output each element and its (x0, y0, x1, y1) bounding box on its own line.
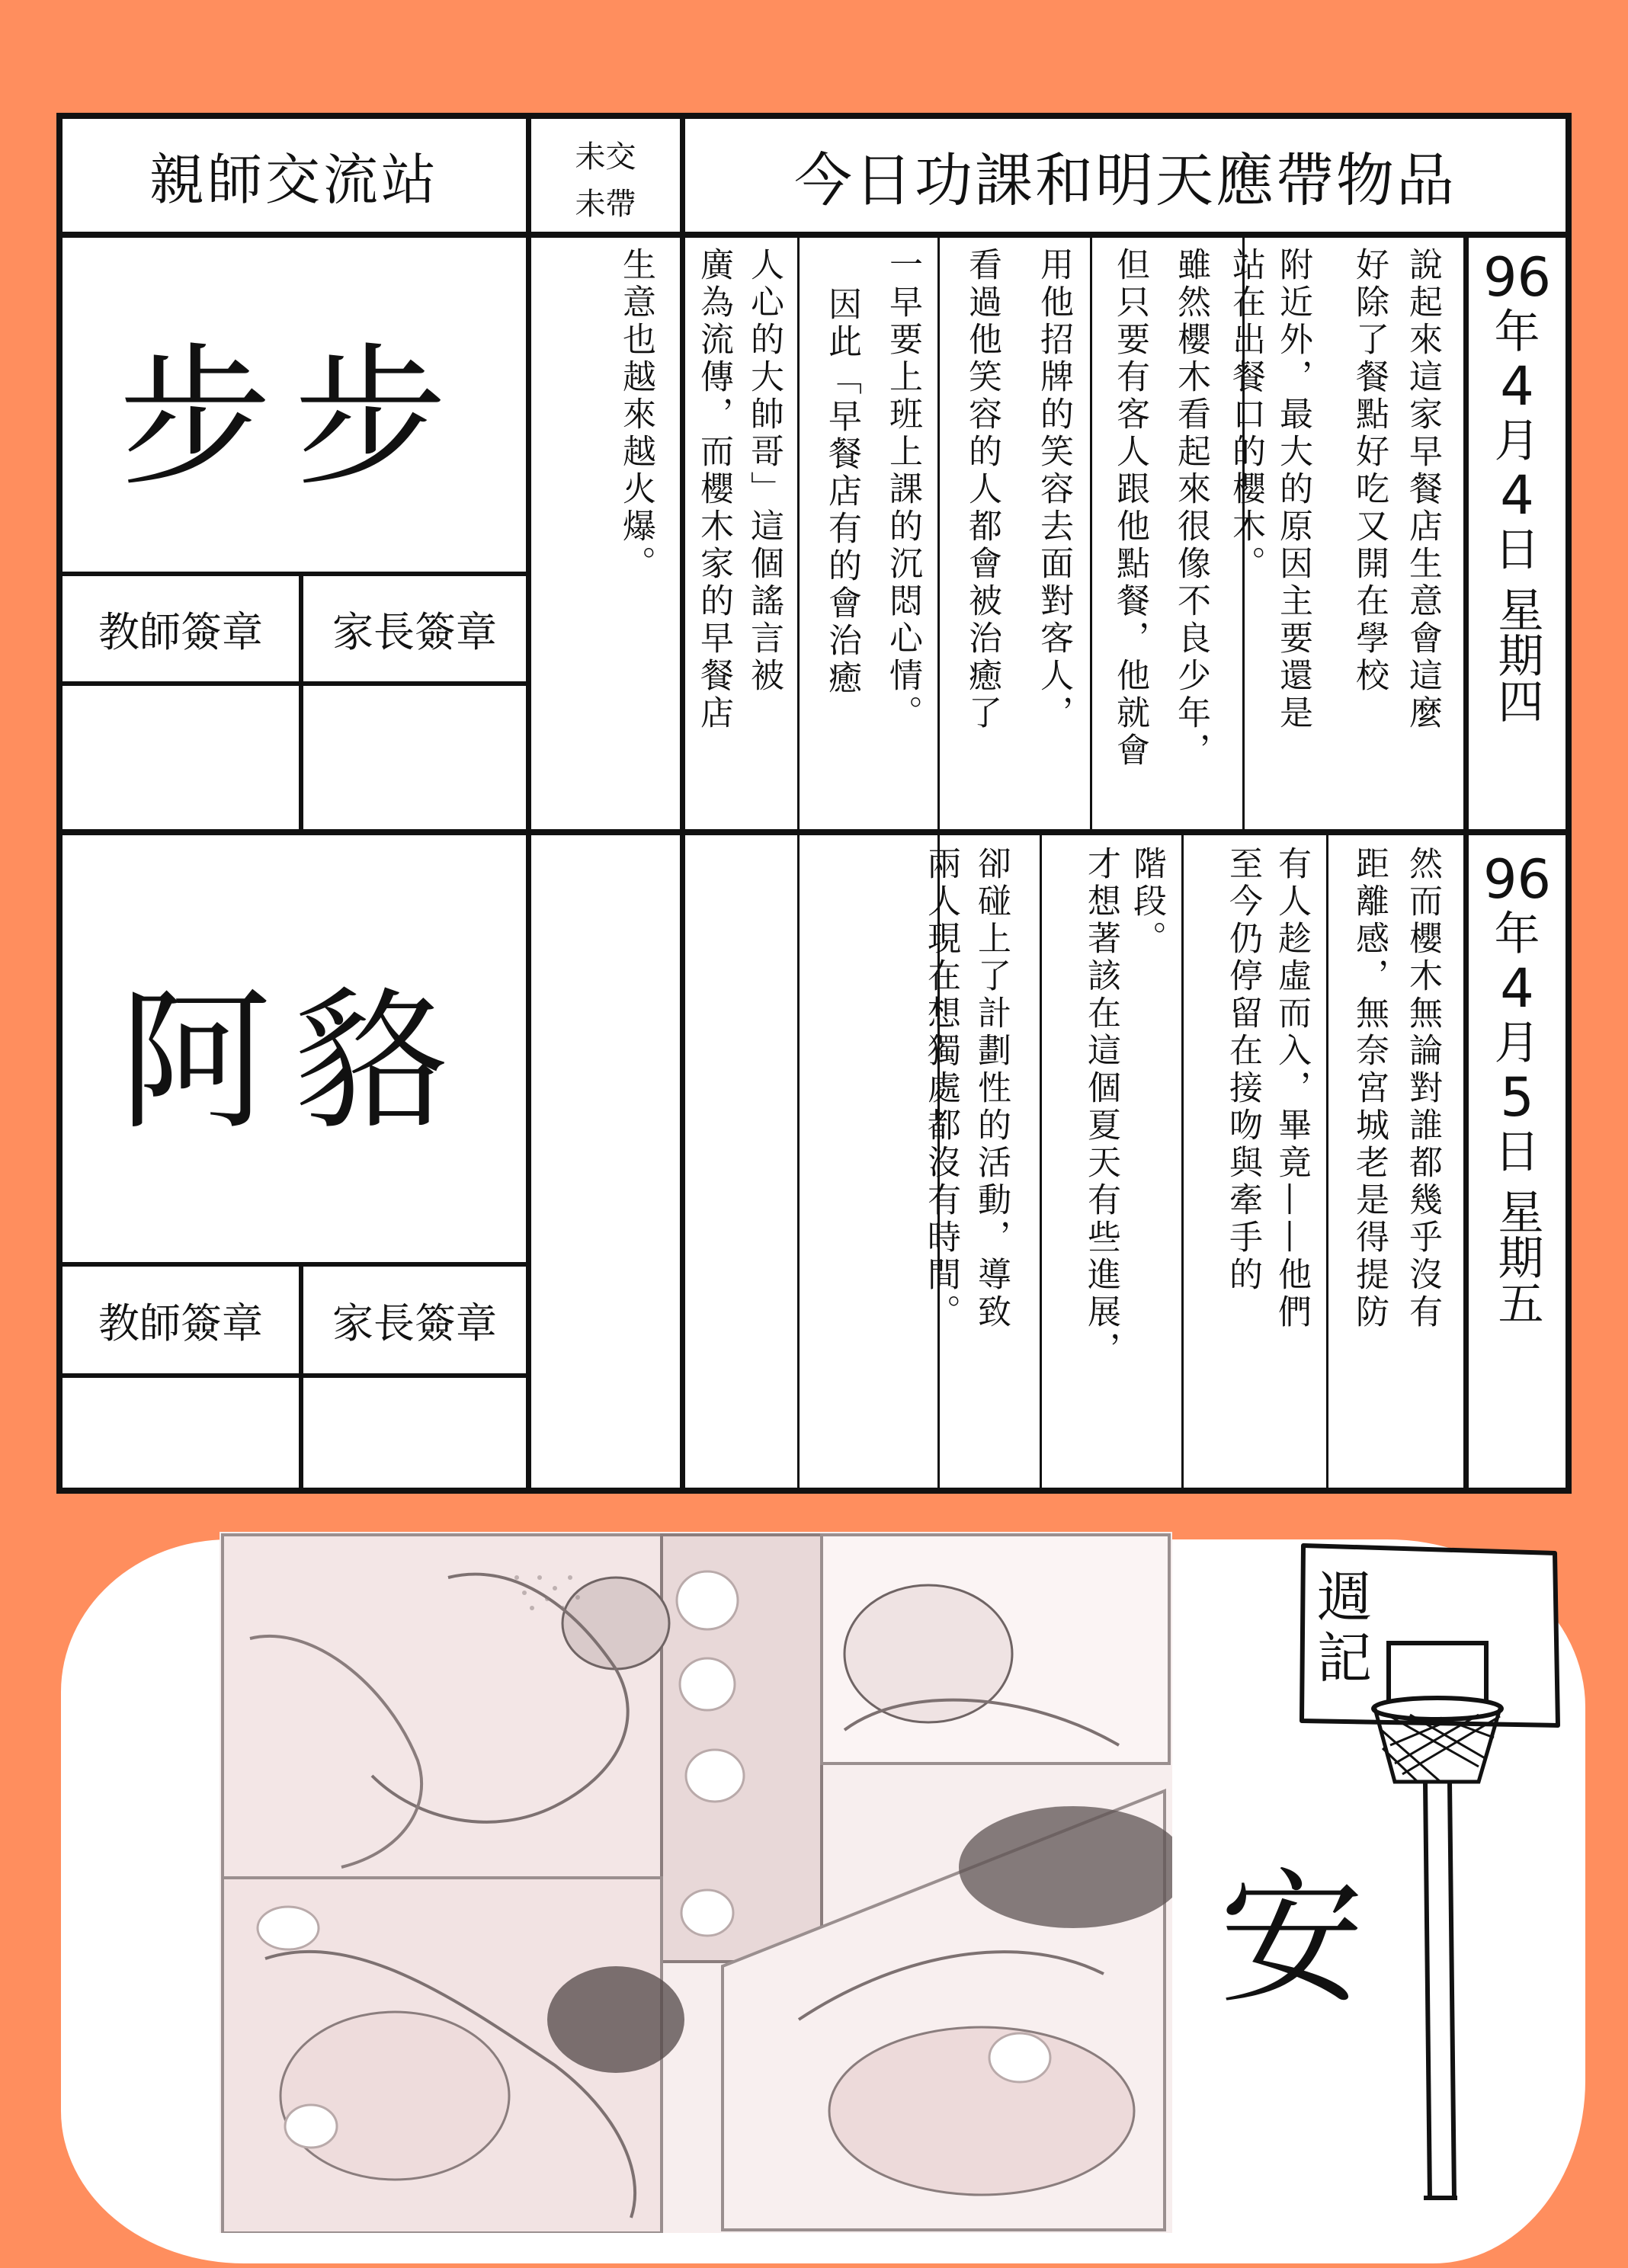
date-1: 96 年 4 月 4 日 星期四 (1482, 246, 1552, 723)
entry-1-col-6: 但只要有客人跟他點餐，他就會 (1110, 247, 1149, 770)
row-divider (62, 829, 1566, 835)
entry-2-col-2: 距離感，無奈宮城老是得提防 (1350, 846, 1389, 1331)
date-2-month: 4 (1500, 957, 1534, 1020)
entry-1-col-1: 說起來這家早餐店生意會這麼 (1403, 247, 1442, 732)
parent-sign-label-1: 家長簽章 (332, 607, 497, 656)
weekly-label-2: 記 (1317, 1626, 1373, 1690)
entry-1-col-10: 因此「早餐店有的會治癒 (822, 287, 861, 697)
entry-1-col-12: 廣為流傳，而櫻木家的早餐店 (694, 247, 733, 732)
contact-book-sheet (56, 113, 1572, 1494)
entry-2-col-5: 階段。 (1127, 846, 1166, 958)
parent-sign-box-2[interactable] (303, 1378, 526, 1494)
manga-collage (220, 1532, 1172, 2233)
entry-2-col-7: 卻碰上了計劃性的活動，導致 (972, 846, 1011, 1331)
entry-2-col-6: 才想著該在這個夏天有些進展， (1082, 846, 1120, 1369)
date-2-day: 5 (1500, 1066, 1534, 1129)
student-name-2: 阿貉 (118, 972, 469, 1151)
teacher-sign-label-2: 教師簽章 (98, 1299, 263, 1347)
entry-1-col-2: 好除了餐點好吃又開在學校 (1350, 247, 1389, 695)
entry-1-col-8: 看過他笑容的人都會被治癒了 (963, 247, 1001, 732)
entry-2-col-1: 然而櫻木無論對誰都幾乎沒有 (1403, 846, 1442, 1331)
weekly-label-1: 週 (1317, 1565, 1373, 1629)
entry-1-col-11: 人心的大帥哥」這個謠言被 (745, 247, 784, 695)
entry-1-col-13: 生意也越來越火爆。 (617, 247, 655, 583)
not-brought-label: 未帶 (575, 187, 636, 222)
entry-1-col-9: 一早要上班上課的沉悶心情。 (883, 247, 922, 732)
status-column-divider (680, 119, 685, 1494)
name-column-divider (526, 119, 531, 1494)
author-signature: 安 (1219, 1855, 1365, 2023)
date-1-day: 4 (1500, 464, 1534, 527)
station-title: 親師交流站 (149, 148, 439, 212)
header-divider (62, 232, 1566, 238)
date-2: 96 年 4 月 5 日 星期五 (1482, 848, 1552, 1325)
entry-1-col-3: 附近外，最大的原因主要還是 (1274, 247, 1312, 732)
not-submitted-label: 未交 (575, 139, 636, 175)
date-2-year: 96 (1482, 848, 1552, 911)
entry-2-col-8: 兩人現在想獨處都沒有時間。 (921, 846, 960, 1331)
entry-1-col-5: 雖然櫻木看起來很像不良少年， (1171, 247, 1210, 770)
parent-sign-label-2: 家長簽章 (332, 1299, 497, 1347)
homework-title: 今日功課和明天應帶物品 (794, 146, 1457, 214)
date-column-divider (1463, 232, 1469, 1494)
manga-panels-illustration (220, 1532, 1172, 2233)
date-1-year: 96 (1482, 246, 1552, 309)
parent-sign-box-1[interactable] (303, 686, 526, 829)
entry-1-col-7: 用他招牌的笑容去面對客人， (1034, 247, 1073, 732)
date-1-month: 4 (1500, 355, 1534, 418)
date-2-weekday: 星期五 (1490, 1188, 1544, 1325)
student-name-1: 步步 (118, 328, 469, 507)
teacher-sign-label-1: 教師簽章 (98, 607, 263, 656)
teacher-sign-box-2[interactable] (62, 1378, 299, 1494)
entry-1-col-4: 站在出餐口的櫻木。 (1226, 247, 1265, 583)
teacher-sign-box-1[interactable] (62, 686, 299, 829)
date-1-weekday: 星期四 (1490, 586, 1544, 723)
entry-2-col-4: 至今仍停留在接吻與牽手的 (1223, 846, 1262, 1294)
entry-2-col-3: 有人趁虛而入，畢竟——他們 (1272, 846, 1311, 1331)
